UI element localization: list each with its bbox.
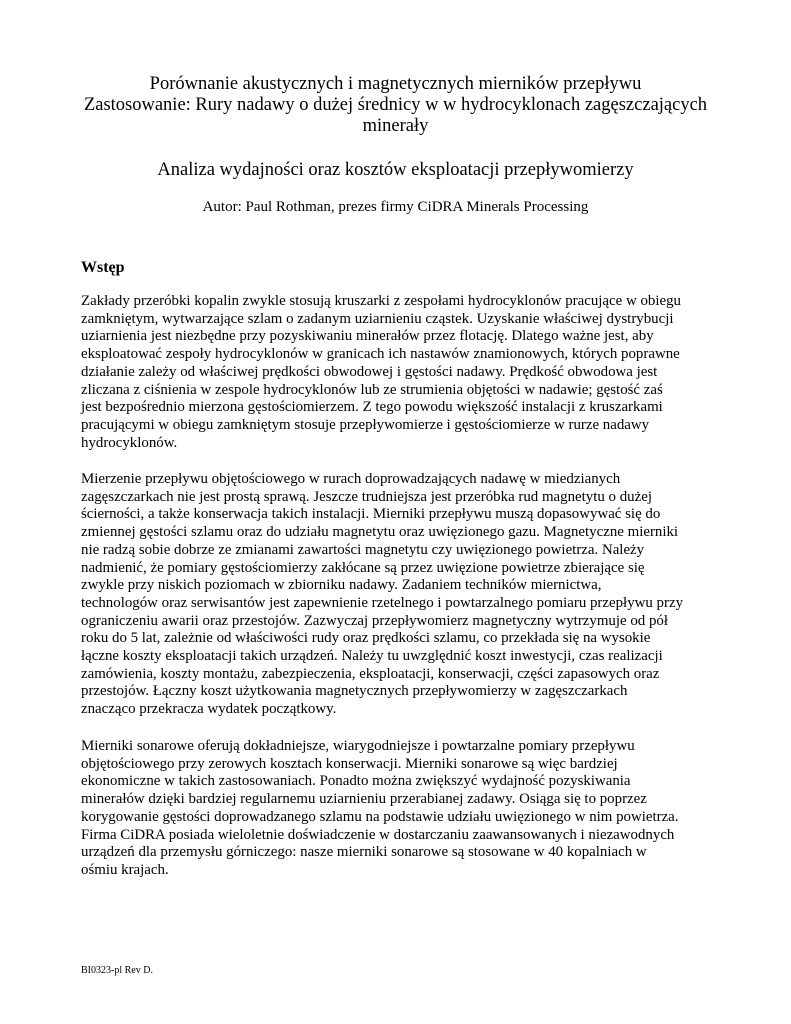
document-title bbox=[60, 74, 731, 137]
text-line: zamówienia, koszty montażu, zabezpieczenia, eksploatacji, konserwacji, części zapasowych oraz bbox=[81, 665, 660, 682]
document-subtitle: Analiza wydajności oraz kosztów eksploatacji przepływomierzy bbox=[157, 160, 634, 180]
text-line: ograniczeniu awarii oraz przestojów. Zazwyczaj przepływomierz magnetyczny wytrzymuje od pół bbox=[81, 612, 668, 629]
text-line: hydrocyklonów. bbox=[81, 434, 178, 451]
text-line: pracującymi w obiegu zamkniętym stosuje przepływomierze i gęstościomierze w rurze nadawy bbox=[81, 416, 650, 433]
paragraph-measurement bbox=[81, 471, 721, 719]
text-line: minerałów dzięki bardziej regularnemu uziarnieniu przerabianej zadawy. Osiąga się to poprzez bbox=[81, 791, 647, 808]
text-line: zagęszczarkach nie jest prostą sprawą. Jeszcze trudniejsza jest przeróbka rud magnetytu o dużej bbox=[81, 488, 652, 505]
text-line: korygowanie gęstości doprowadzanego szlamu na podstawie udziału uwięzionego w nim powietrza. bbox=[81, 808, 679, 825]
text-line: zwykle przy niskich poziomach w zbiorniku nadawy. Zadaniem techników miernictwa, bbox=[81, 577, 602, 594]
text-line: technologów oraz serwisantów jest zapewnienie rzetelnego i powtarzalnego pomiaru przepływu przy bbox=[81, 594, 684, 611]
text-line: objętościowego przy zerowych kosztach konserwacji. Mierniki sonarowe są więc bardziej bbox=[81, 755, 618, 772]
text-line: roku do 5 lat, zależnie od właściwości rudy oraz prędkości szlamu, co przekłada się na wysokie bbox=[81, 630, 651, 647]
text-line: nadmienić, że pomiary gęstościomierzy zakłócane są przez uwięzione powietrze zbierające się bbox=[81, 559, 645, 576]
text-line: zmiennej gęstości szlamu oraz do udziału magnetytu oraz uwięzionego gazu. Magnetyczne mierniki bbox=[81, 524, 679, 541]
document-footer: BI0323-pl Rev D. bbox=[81, 965, 153, 976]
text-line: urządzeń dla przemysłu górniczego: nasze mierniki sonarowe są stosowane w 40 kopalniach w bbox=[81, 844, 647, 861]
text-line: jest bezpośrednio mierzona gęstościomierzem. Z tego powodu większość instalacji z kruszarkami bbox=[81, 399, 663, 416]
text-line: działanie zależy od właściwej prędkości obwodowej i gęstości nadawy. Prędkość obwodowa jest bbox=[81, 363, 658, 380]
paragraph-sonar bbox=[81, 738, 721, 880]
text-line: ekonomiczne w takich zastosowaniach. Ponadto można zwiększyć wydajność pozyskiwania bbox=[81, 773, 631, 790]
title-line: minerały bbox=[362, 116, 429, 136]
text-line: Mierzenie przepływu objętościowego w rurach doprowadzających nadawę w miedzianych bbox=[81, 471, 621, 487]
author-line: Autor: Paul Rothman, prezes firmy CiDRA Minerals Processing bbox=[202, 199, 589, 215]
text-line: łączne koszty eksploatacji takich urządzeń. Należy tu uwzględnić koszt inwestycji, czas realizacji bbox=[81, 648, 663, 665]
title-line: Porównanie akustycznych i magnetycznych mierników przepływu bbox=[149, 74, 642, 94]
text-line: uziarnienia jest niezbędne przy pozyskiwaniu minerałów przez flotację. Dlatego ważne jest, aby bbox=[81, 328, 654, 345]
text-line: nie radzą sobie dobrze ze zmianami zawartości magnetytu czy uwięzionego powietrza. Należy bbox=[81, 541, 645, 558]
text-line: znacząco przekracza wydatek początkowy. bbox=[81, 701, 337, 718]
title-line: Zastosowanie: Rury nadawy o dużej średnicy w w hydrocyklonach zagęszczających bbox=[83, 95, 708, 115]
text-line: przestojów. Łączny koszt użytkowania magnetycznych przepływomierzy w zagęszczarkach bbox=[81, 683, 628, 700]
text-line: ścierności, a także konserwacja takich instalacji. Mierniki przepływu muszą dopasowywać się do bbox=[81, 506, 661, 523]
text-line: eksploatować zespoły hydrocyklonów w granicach ich nastawów znamionowych, których poprawne bbox=[81, 346, 680, 363]
text-line: zliczana z ciśnienia w zespole hydrocyklonów lub ze strumienia objętości w nadawie; gęstość zaś bbox=[81, 381, 663, 398]
text-line: Firma CiDRA posiada wieloletnie doświadczenie w dostarczaniu zaawansowanych i niezawodnych bbox=[81, 826, 675, 843]
text-line: Zakłady przeróbki kopalin zwykle stosują kruszarki z zespołami hydrocyklonów pracujące w obiegu bbox=[81, 293, 681, 309]
text-line: zamkniętym, wytwarzające szlam o zadanym uziarnieniu cząstek. Uzyskanie właściwej dystrybucji bbox=[81, 310, 674, 327]
text-line: ośmiu krajach. bbox=[81, 861, 169, 878]
section-heading: Wstęp bbox=[81, 259, 125, 276]
text-line: Mierniki sonarowe oferują dokładniejsze, wiarygodniejsze i powtarzalne pomiary przepływu bbox=[81, 738, 635, 754]
paragraph-intro bbox=[81, 293, 721, 452]
